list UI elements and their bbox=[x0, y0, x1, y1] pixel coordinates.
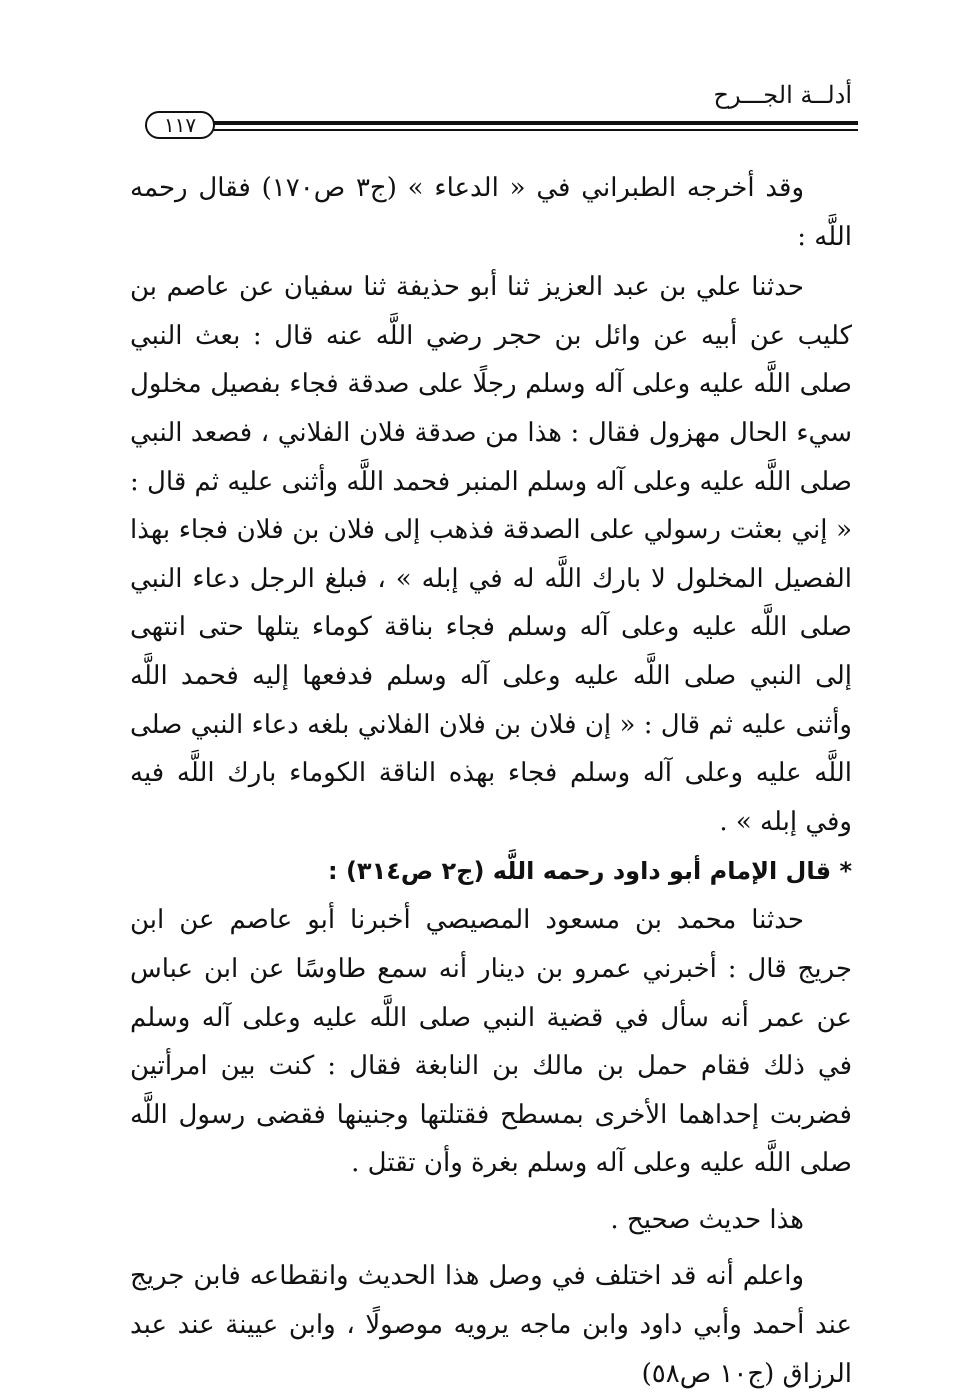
paragraph-hadith-wail: حدثنا علي بن عبد العزيز ثنا أبو حذيفة ثنا سفيان عن عاصم بن كليب عن أبيه عن وائل بن حجر رضي اللَّه عنه قال : بعث النبي صلى اللَّه عليه وعلى آله وسلم رجلًا على صدقة فجاء بفصيل مخلول سيء الحال مهزول فقال : هذا من صدقة فلان الفلاني ، فصعد النبي صلى اللَّه عليه وعلى آله وسلم المنبر فحمد اللَّه وأثنى عليه ثم قال : « إني بعثت رسولي على الصدقة فذهب إلى فلان بن فلان فجاء بهذا الفصيل المخلول لا بارك اللَّه له في إبله » ، فبلغ الرجل دعاء النبي صلى اللَّه عليه وعلى آله وسلم فجاء بناقة كوماء يتلها حتى انتهى إلى النبي صلى اللَّه عليه وعلى آله وسلم فدفعها إليه فحمد اللَّه وأثنى عليه ثم قال : « إن فلان بن فلان الفلاني بلغه دعاء النبي صلى اللَّه عليه وعلى آله وسلم فجاء بهذه الناقة الكوماء بارك اللَّه فيه وفي إبله » . bbox=[130, 272, 852, 837]
page-number-badge: ١١٧ bbox=[145, 111, 215, 139]
paragraph-hadith-umar: حدثنا محمد بن مسعود المصيصي أخبرنا أبو عاصم عن ابن جريج قال : أخبرني عمرو بن دينار أنه سمع طاوسًا عن ابن عباس عن عمر أنه سأل في قضية النبي صلى اللَّه عليه وعلى آله وسلم في ذلك فقام حمل بن مالك بن النابغة فقال : كنت بين امرأتين فضربت إحداهما الأخرى بمسطح فقتلتها وجنينها فقضى رسول اللَّه صلى اللَّه عليه وعلى آله وسلم بغرة وأن تقتل . bbox=[130, 905, 852, 1179]
page-body bbox=[130, 164, 852, 1398]
paragraph-verdict: هذا حديث صحيح . bbox=[610, 1204, 804, 1235]
header-rule-thick bbox=[210, 121, 858, 125]
section-heading-abu-dawud: * قال الإمام أبو داود رحمه اللَّه (ج٢ ص٣١٤) : bbox=[328, 857, 852, 886]
running-title: أدلــة الجـــرح bbox=[713, 81, 852, 109]
paragraph-discussion: واعلم أنه قد اختلف في وصل هذا الحديث وانقطاعه فابن جريج عند أحمد وأبي داود وابن ماجه يرويه موصولًا ، وابن عيينة عند عبد الرزاق (ج١٠ ص٥٨) bbox=[130, 1261, 852, 1389]
header-rule-thin bbox=[210, 129, 858, 131]
paragraph-intro: وقد أخرجه الطبراني في « الدعاء » (ج٣ ص١٧٠) فقال رحمه اللَّه : bbox=[130, 173, 852, 252]
